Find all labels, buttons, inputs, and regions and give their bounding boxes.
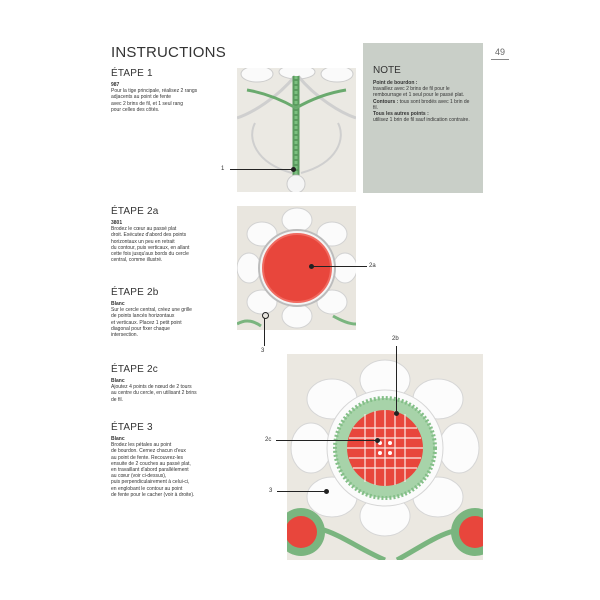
callout-label-1: 1 [221, 166, 225, 172]
callout-leader [264, 318, 265, 346]
step-line: horizontaux un peu en retrait [111, 238, 175, 245]
thread-code: 987 [111, 82, 120, 88]
step-line: puis perpendiculairement à celui-ci, [111, 479, 190, 486]
step-line: Sur le cercle central, créez une grille [111, 307, 192, 314]
callout-label-2b: 2b [392, 336, 399, 342]
callout-dot [394, 411, 399, 416]
note-text: travaillez avec 2 brins de fil pour le rembourrage et 1 seul pour le passé plat. [373, 86, 465, 99]
callout-leader [312, 266, 367, 267]
thread-code: Blanc [111, 436, 125, 442]
step-line: en travaillant d'abord parallèlement [111, 467, 189, 474]
step-3 [111, 422, 229, 498]
callout-label-3: 3 [261, 348, 265, 354]
note-text: utilisez 1 brin de fil sauf indication contraire. [373, 117, 470, 124]
callout-leader [276, 440, 376, 441]
step-line: Brodez les pétales au point [111, 442, 172, 449]
step-line: au point de fente. Recouvrez-les [111, 454, 183, 461]
step-line: du contour, puis verticaux, en allant [111, 244, 190, 251]
page-number: 49 [491, 47, 509, 60]
callout-dot [324, 489, 329, 494]
callout-leader [277, 491, 325, 492]
step-heading: ÉTAPE 2c [111, 364, 158, 375]
step-2a [111, 206, 229, 263]
note-label: Point de bourdon : [373, 80, 418, 86]
step-2b [111, 287, 229, 338]
finished-flower-embroidery-image [287, 354, 483, 560]
callout-label-2c: 2c [265, 437, 272, 443]
callout-label-3: 3 [269, 488, 273, 494]
step-line: adjacents au point de fente [111, 94, 172, 101]
callout-leader [396, 346, 397, 411]
step-line: diagonal pour fixer chaque [111, 325, 170, 332]
step-line: pour celles des côtés. [111, 106, 160, 113]
step-line: ensuite de 2 couches au passé plat, [111, 460, 191, 467]
note-heading: NOTE [373, 65, 401, 76]
step-line: cette fois jusqu'aux bords du cercle [111, 251, 189, 258]
note-item [373, 111, 473, 123]
stem-photo [237, 68, 356, 192]
step-heading: ÉTAPE 2b [111, 287, 159, 298]
step-line: Brodez le cœur au passé plat [111, 226, 177, 233]
note-item [373, 80, 473, 99]
thread-code: 3801 [111, 220, 123, 226]
step-line: au centre du cercle, en utilisant 2 brins [111, 390, 197, 397]
step-line: de fente pour le cacher (voir à droite). [111, 491, 195, 498]
step-line: avec 2 brins de fil, et 1 seul rang [111, 100, 183, 107]
note-text: tous sont brodés avec 1 brin de fil. [373, 98, 470, 111]
step-2c [111, 364, 229, 403]
step-line: droit. Exécutez d'abord des points [111, 232, 187, 239]
step-line: au cœur (voir ci-dessus), [111, 473, 167, 480]
step-line: central, comme illustré. [111, 257, 163, 264]
note-item [373, 99, 473, 111]
step-heading: ÉTAPE 1 [111, 68, 153, 79]
step-line: de points lancés horizontaux [111, 313, 175, 320]
thread-code: Blanc [111, 301, 125, 307]
step-line: et verticaux. Placez 1 petit point [111, 319, 182, 326]
step-heading: ÉTAPE 3 [111, 422, 153, 433]
callout-label-2a: 2a [369, 263, 376, 269]
step-line: intersection. [111, 332, 138, 339]
step-line: Ajoutez 4 points de nœud de 2 tours [111, 384, 192, 391]
callout-leader [230, 169, 292, 170]
step-line: Pour la tige principale, réalisez 2 rangs [111, 88, 198, 95]
thread-code: Blanc [111, 378, 125, 384]
callout-dot [375, 438, 380, 443]
stem-embroidery-image [237, 68, 356, 192]
note-box [363, 43, 483, 193]
step-line: de fil. [111, 396, 123, 403]
finished-flower-photo [287, 354, 483, 560]
callout-dot [291, 167, 296, 172]
heart-photo [237, 206, 356, 330]
step-1 [111, 68, 229, 113]
step-heading: ÉTAPE 2a [111, 206, 159, 217]
step-line: de bourdon. Cernez chacun d'eux [111, 448, 186, 455]
page-title: INSTRUCTIONS [111, 44, 226, 61]
note-label: Contours : [373, 98, 399, 105]
note-label: Tous les autres points : [373, 111, 429, 118]
flower-heart-embroidery-image [237, 206, 356, 330]
step-line: en englobant le contour au point [111, 485, 183, 492]
